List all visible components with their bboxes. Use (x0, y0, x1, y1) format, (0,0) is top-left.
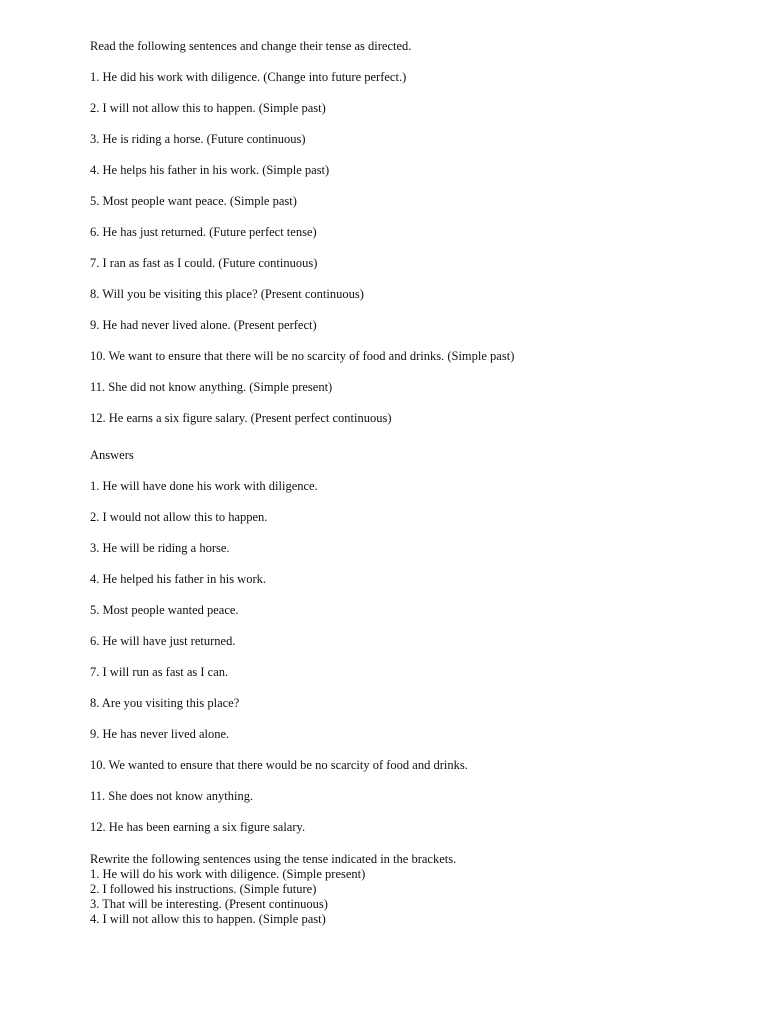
rewrite-item: 3. That will be interesting. (Present continuous) (90, 897, 328, 911)
answer-item: 7. I will run as fast as I can. (90, 665, 229, 679)
question-item: 3. He is riding a horse. (Future continuous) (90, 132, 306, 146)
question-item: 9. He had never lived alone. (Present perfect) (90, 318, 317, 332)
answer-item: 1. He will have done his work with diligence. (90, 479, 318, 493)
exercise-instruction: Read the following sentences and change their tense as directed. (90, 39, 412, 53)
rewrite-item: 1. He will do his work with diligence. (Simple present) (90, 867, 366, 881)
question-item: 11. She did not know anything. (Simple present) (90, 380, 333, 394)
answer-item: 8. Are you visiting this place? (90, 696, 240, 710)
question-item: 4. He helps his father in his work. (Simple past) (90, 163, 330, 177)
question-item: 7. I ran as fast as I could. (Future continuous) (90, 256, 318, 270)
rewrite-instruction: Rewrite the following sentences using the tense indicated in the brackets. (90, 852, 457, 866)
question-item: 2. I will not allow this to happen. (Simple past) (90, 101, 326, 115)
answer-item: 9. He has never lived alone. (90, 727, 230, 741)
rewrite-item: 4. I will not allow this to happen. (Simple past) (90, 912, 326, 926)
answer-item: 4. He helped his father in his work. (90, 572, 267, 586)
answer-item: 2. I would not allow this to happen. (90, 510, 268, 524)
question-item: 1. He did his work with diligence. (Change into future perfect.) (90, 70, 407, 84)
question-item: 8. Will you be visiting this place? (Present continuous) (90, 287, 364, 301)
answer-item: 3. He will be riding a horse. (90, 541, 230, 555)
answer-item: 10. We wanted to ensure that there would be no scarcity of food and drinks. (90, 758, 468, 772)
question-item: 6. He has just returned. (Future perfect tense) (90, 225, 317, 239)
question-item: 5. Most people want peace. (Simple past) (90, 194, 297, 208)
question-item: 12. He earns a six figure salary. (Present perfect continuous) (90, 411, 392, 425)
answers-heading: Answers (90, 448, 134, 462)
answer-item: 12. He has been earning a six figure salary. (90, 820, 306, 834)
answer-item: 5. Most people wanted peace. (90, 603, 239, 617)
rewrite-item: 2. I followed his instructions. (Simple future) (90, 882, 317, 896)
answer-item: 6. He will have just returned. (90, 634, 236, 648)
answer-item: 11. She does not know anything. (90, 789, 254, 803)
question-item: 10. We want to ensure that there will be no scarcity of food and drinks. (Simple past) (90, 349, 515, 363)
